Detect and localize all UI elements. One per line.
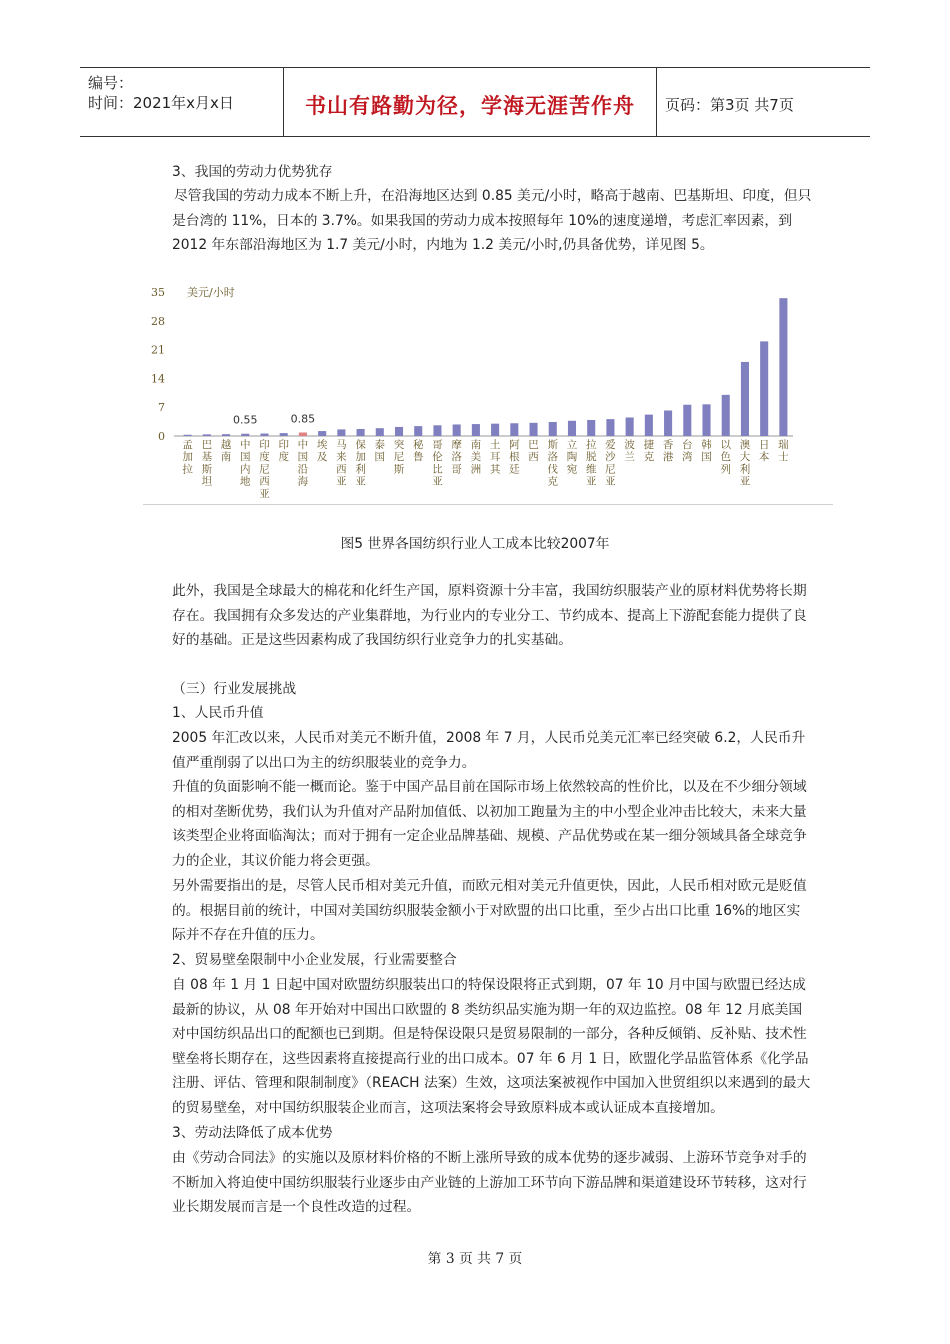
- category-label: 越南: [220, 439, 232, 464]
- bar-越南: [222, 434, 230, 436]
- category-label: 以色列: [720, 439, 731, 476]
- subheading-rmb: 1、人民币升值: [172, 705, 264, 721]
- bar-日本: [760, 341, 768, 436]
- category-label: 土耳其: [489, 439, 501, 476]
- bar-澳大利亚: [741, 362, 749, 436]
- y-tick-label: 21: [151, 343, 165, 357]
- bar-南美洲: [472, 424, 480, 436]
- category-label: 秘鲁: [412, 439, 424, 464]
- bar-巴基斯坦: [203, 434, 211, 436]
- data-label: 0.55: [233, 413, 258, 427]
- category-label: 印度尼西亚: [259, 439, 270, 500]
- bar-中国内地: [241, 434, 249, 436]
- bar-印度尼西亚: [260, 434, 268, 436]
- category-label: 中国沿海: [297, 439, 309, 488]
- bar-印度: [280, 433, 288, 436]
- bar-保加利亚: [357, 429, 365, 436]
- category-label: 突尼斯: [393, 439, 405, 476]
- section-heading-challenges: （三）行业发展挑战: [172, 681, 297, 697]
- bar-马来西亚: [337, 429, 345, 436]
- bar-香港: [664, 410, 672, 436]
- header-meta-cell: [80, 68, 284, 136]
- category-label: 埃及: [316, 439, 328, 464]
- bar-波兰: [626, 417, 634, 436]
- bar-中国沿海: [299, 433, 307, 436]
- bar-立陶宛: [568, 421, 576, 436]
- category-label: 印度: [278, 439, 289, 464]
- category-label: 立陶宛: [566, 439, 578, 476]
- category-label: 斯洛伐克: [547, 439, 559, 488]
- figure-caption: 图5 世界各国纺织行业人工成本比较2007年: [340, 536, 610, 552]
- y-tick-label: 14: [151, 372, 165, 386]
- category-label: 摩洛哥: [451, 439, 462, 476]
- bar-秘鲁: [414, 426, 422, 436]
- category-label: 保加利亚: [355, 439, 366, 488]
- category-label: 巴西: [528, 439, 539, 464]
- section-heading-labor: 3、我国的劳动力优势犹存: [172, 164, 333, 180]
- bar-土耳其: [491, 424, 499, 436]
- category-label: 波兰: [624, 439, 635, 464]
- bar-突尼斯: [395, 427, 403, 436]
- paragraph-trade-barriers: 自 08 年 1 月 1 日起中国对欧盟纺织服装出口的特保设限将正式到期，07 年 10 月中国与欧盟已经达成最新的协议，从 08 年开始对中国出口欧盟的 8 类纺织品实施为期一年的双边监控。08 年 12 月底美国对中国纺织品出口的配额也已到期。但是特保设限只是贸易限制的一部分，各种反倾销、反补贴、技术性壁垒将长期存在，这些因素将直接提高行业的出口成本。07 年 6 月 1 日，欧盟化学品监管体系《化学品注册、评估、管理和限制制度》（REACH 法案）生效，这项法案被视作中国加入世贸组织以来遇到的最大的贸易壁垒，对中国纺织服装企业而言，这项法案将会导致原料成本或认证成本直接增加。: [172, 977, 811, 1116]
- category-label: 香港: [662, 439, 674, 464]
- category-label: 巴基斯坦: [201, 439, 213, 488]
- category-label: 澳大利亚: [739, 439, 751, 488]
- y-tick-label: 0: [158, 430, 165, 443]
- paragraph-labor-law: 由《劳动合同法》的实施以及原材料价格的不断上涨所导致的成本优势的逐步减弱、上游环节竞争对手的不断加入将迫使中国纺织服装行业逐步由产业链的上游加工环节向下游品牌和渠道建设环节转移，这对行业长期发展而言是一个良性改造的过程。: [172, 1150, 807, 1216]
- bar-以色列: [722, 395, 730, 436]
- bar-斯洛伐克: [549, 422, 557, 436]
- header-motto-cell: [284, 68, 657, 136]
- category-label: 韩国: [701, 439, 712, 464]
- category-label: 孟加拉: [182, 439, 193, 476]
- bar-瑞士: [779, 298, 787, 436]
- subheading-labor-law: 3、劳动法降低了成本优势: [172, 1125, 333, 1141]
- header-motto: 书山有路勤为径，学海无涯苦作舟: [305, 94, 635, 118]
- category-label: 南美洲: [470, 439, 482, 476]
- subheading-trade-barriers: 2、贸易壁垒限制中小企业发展，行业需要整合: [172, 952, 457, 968]
- page-footer: 第 3 页 共 7 页: [427, 1251, 523, 1267]
- paragraph-rmb-3: 另外需要指出的是，尽管人民币相对美元升值，而欧元相对美元升值更快，因此，人民币相对欧元是贬值的。根据目前的统计，中国对美国纺织服装金额小于对欧盟的出口比重，至少占出口比重 16%的地区实际并不存在升值的压力。: [172, 878, 807, 944]
- paragraph-labor-cost: 尽管我国的劳动力成本不断上升，在沿海地区达到 0.85 美元/小时，略高于越南、巴基斯坦、印度，但只是台湾的 11%，日本的 3.7%。如果我国的劳动力成本按照每年 10%的速度递增，考虑汇率因素，到 2012 年东部沿海地区为 1.7 美元/小时，内地为 1.2 美元/小时,仍具备优势，详见图 5。: [172, 188, 812, 254]
- document-number-label: 编号：: [88, 74, 134, 92]
- bar-捷克: [645, 415, 653, 436]
- header-page-number: 页码：第3页 共7页: [665, 96, 794, 114]
- y-tick-label: 35: [151, 286, 165, 299]
- bar-埃及: [318, 431, 326, 436]
- bar-孟加拉: [184, 435, 192, 436]
- paragraph-raw-materials: 此外，我国是全球最大的棉花和化纤生产国，原料资源十分丰富，我国纺织服装产业的原材料优势将长期存在。我国拥有众多发达的产业集群地，为行业内的专业分工、节约成本、提高上下游配套能力提供了良好的基础。正是这些因素构成了我国纺织行业竞争力的扎实基础。: [172, 583, 807, 649]
- bar-巴西: [530, 423, 538, 436]
- category-label: 爱沙尼亚: [605, 439, 616, 488]
- category-label: 马来西亚: [336, 439, 347, 488]
- category-label: 阿根廷: [509, 439, 520, 476]
- y-axis-label: 美元/小时: [187, 286, 235, 299]
- data-label: 0.85: [290, 412, 316, 426]
- paragraph-rmb-1: 2005 年汇改以来，人民币对美元不断升值，2008 年 7 月，人民币兑美元汇率已经突破 6.2，人民币升值严重削弱了以出口为主的纺织服装业的竞争力。: [172, 730, 806, 771]
- labor-cost-chart: [143, 276, 833, 505]
- y-tick-label: 28: [151, 314, 165, 328]
- bar-爱沙尼亚: [606, 419, 614, 436]
- category-label: 台湾: [682, 439, 693, 464]
- bar-泰国: [376, 428, 384, 436]
- bar-摩洛哥: [453, 424, 461, 436]
- category-label: 中国内地: [240, 439, 251, 488]
- category-label: 哥伦比亚: [432, 439, 443, 488]
- y-tick-label: 7: [158, 401, 165, 415]
- category-label: 日本: [758, 439, 770, 464]
- bar-哥伦比亚: [433, 425, 441, 436]
- document-date-label: 时间：2021年x月x日: [88, 94, 234, 112]
- category-label: 瑞士: [778, 439, 789, 464]
- bar-拉脱维亚: [587, 420, 595, 436]
- category-label: 泰国: [374, 439, 386, 464]
- labor-cost-chart-svg: [143, 276, 833, 504]
- paragraph-rmb-2: 升值的负面影响不能一概而论。鉴于中国产品目前在国际市场上依然较高的性价比，以及在不少细分领域的相对垄断优势，我们认为升值对产品附加值低、以初加工跑量为主的中小型企业冲击比较大，未来大量该类型企业将面临淘汰；而对于拥有一定企业品牌基础、规模、产品优势或在某一细分领域具备全球竞争力的企业，其议价能力将会更强。: [172, 779, 807, 869]
- category-label: 拉脱维亚: [585, 439, 597, 488]
- category-label: 捷克: [643, 439, 655, 464]
- bar-阿根廷: [510, 423, 518, 436]
- header-page-cell: [657, 68, 870, 136]
- page-header: [80, 67, 870, 137]
- bar-韩国: [702, 404, 710, 436]
- bar-台湾: [683, 405, 691, 436]
